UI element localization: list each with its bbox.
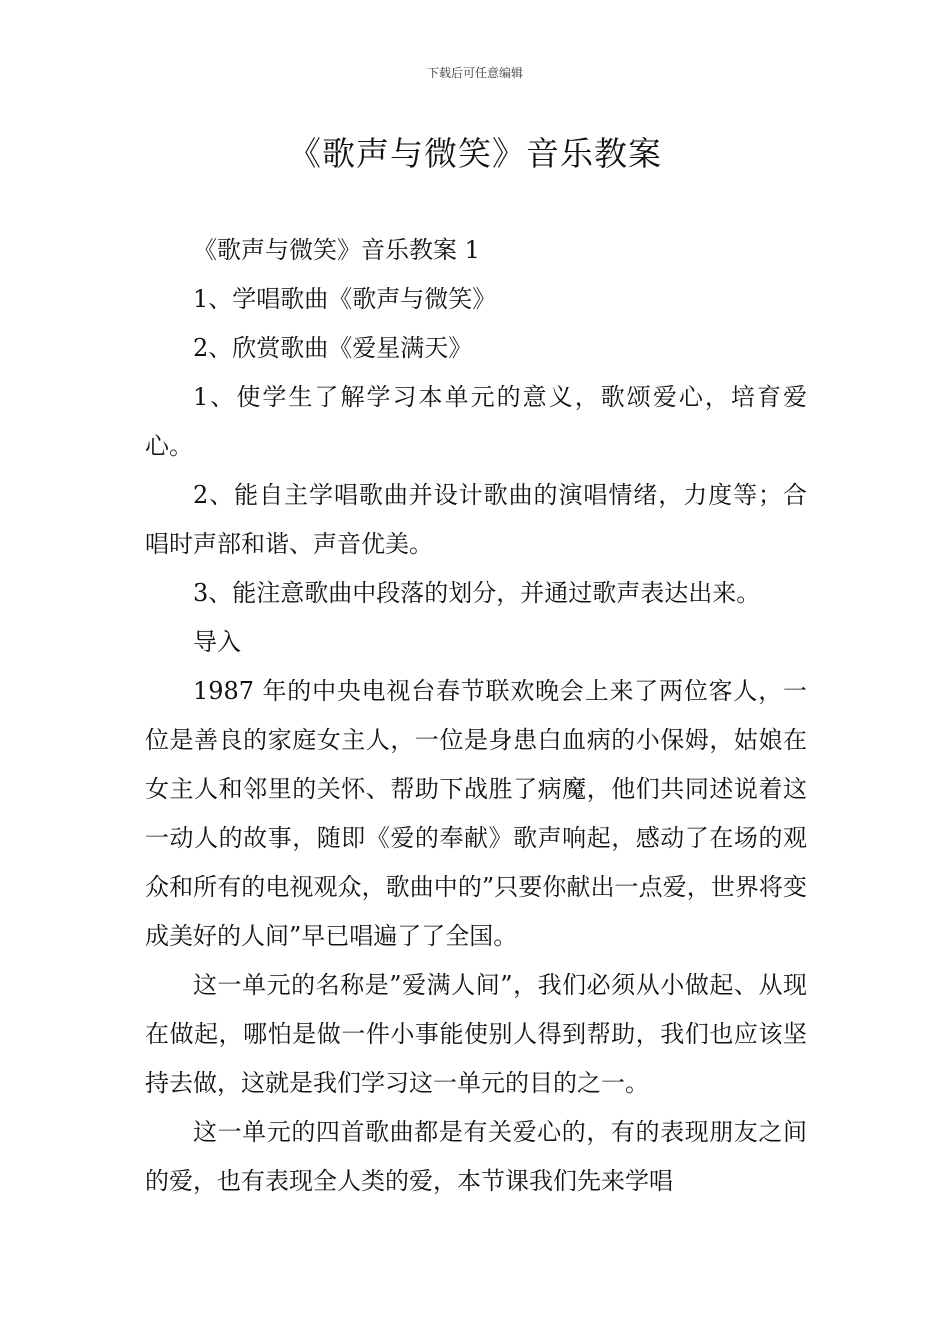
paragraph-section-heading: 《歌声与微笑》音乐教案 1 <box>193 236 480 264</box>
header-note: 下载后可任意编辑 <box>426 66 523 80</box>
paragraph-goal-1: 1、使学生了解学习本单元的意义，歌颂爱心，培育爱心。 <box>145 383 807 460</box>
paragraph-intro-heading: 导入 <box>193 628 241 656</box>
document-body <box>145 226 807 1206</box>
paragraph-goal-3: 3、能注意歌曲中段落的划分，并通过歌声表达出来。 <box>193 579 761 607</box>
paragraph-content-1: 1、学唱歌曲《歌声与微笑》 <box>193 285 497 313</box>
paragraph-intro-story: 1987 年的中央电视台春节联欢晚会上来了两位客人，一位是善良的家庭女主人，一位是身患白血病的小保姆，姑娘在女主人和邻里的关怀、帮助下战胜了病魔，他们共同述说着这一动人的故事，随即《爱的奉献》歌声响起，感动了在场的观众和所有的电视观众，歌曲中的”只要你献出一点爱，世界将变成美好的人间”早已唱遍了了全国。 <box>145 677 807 950</box>
paragraph-unit-songs: 这一单元的四首歌曲都是有关爱心的，有的表现朋友之间的爱，也有表现全人类的爱，本节课我们先来学唱 <box>145 1118 807 1195</box>
paragraph-unit-name: 这一单元的名称是”爱满人间”，我们必须从小做起、从现在做起，哪怕是做一件小事能使别人得到帮助，我们也应该坚持去做，这就是我们学习这一单元的目的之一。 <box>145 971 807 1097</box>
paragraph-goal-2: 2、能自主学唱歌曲并设计歌曲的演唱情绪，力度等；合唱时声部和谐、声音优美。 <box>145 481 807 558</box>
document-title: 《歌声与微笑》音乐教案 <box>288 134 662 173</box>
paragraph-content-2: 2、欣赏歌曲《爱星满天》 <box>193 334 473 362</box>
